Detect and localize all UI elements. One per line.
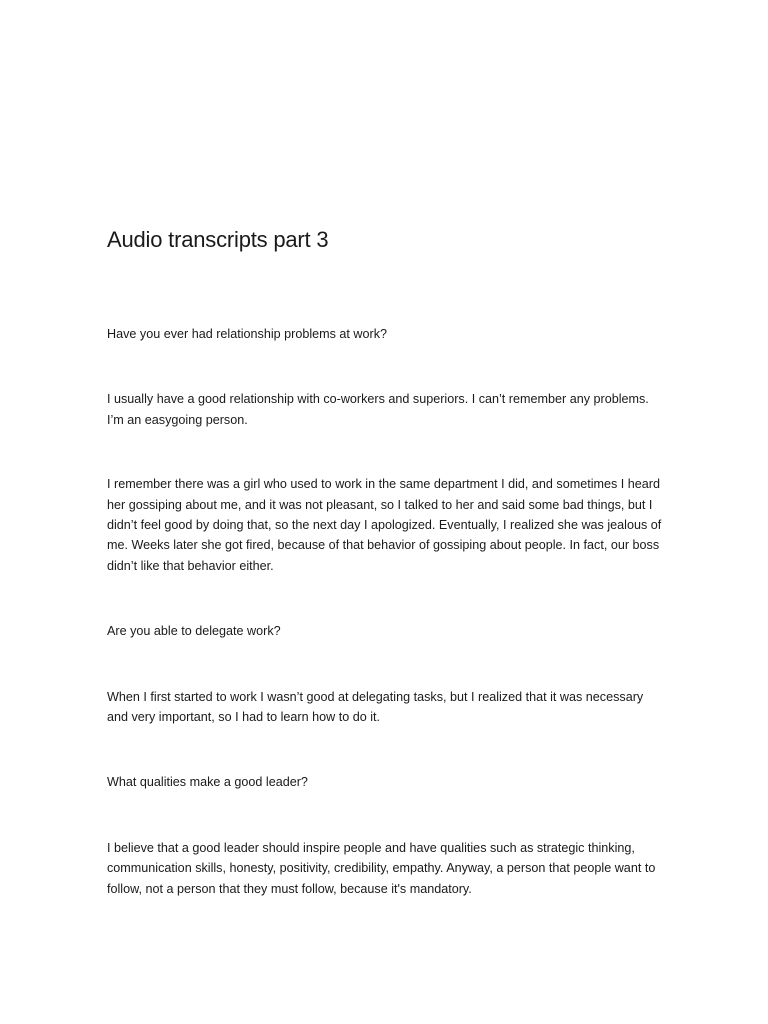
answer-gossiping-story: I remember there was a girl who used to work in the same department I did, and sometimes I heard her gossiping about me, and it was not pleasant, so I talked to her and said some bad things, but I didn’t feel good by doing that, so the next day I apologized. Eventually, I realized she was jealous of me. Weeks later she got fired, because of that behavior of gossiping about people. In fact, our boss didn’t like that behavior either. bbox=[107, 477, 662, 573]
question-relationship-problems: Have you ever had relationship problems at work? bbox=[107, 327, 388, 341]
answer-delegating-tasks: When I first started to work I wasn’t good at delegating tasks, but I realized that it was necessary and very important, so I had to learn how to do it. bbox=[107, 689, 644, 725]
question-delegate-work: Are you able to delegate work? bbox=[107, 624, 281, 639]
answer-leader-qualities: I believe that a good leader should inspire people and have qualities such as strategic thinking, communication skills, honesty, positivity, credibility, empathy. Anyway, a person that people want to follow, not a person that they must follow, because it's mandatory. bbox=[107, 840, 656, 896]
question-good-leader: What qualities make a good leader? bbox=[107, 775, 308, 790]
document-content bbox=[107, 226, 667, 899]
answer-good-relationship: I usually have a good relationship with co-workers and superiors. I can’t remember any problems. I’m an easygoing person. bbox=[107, 392, 649, 427]
document-title: Audio transcripts part 3 bbox=[107, 227, 329, 252]
